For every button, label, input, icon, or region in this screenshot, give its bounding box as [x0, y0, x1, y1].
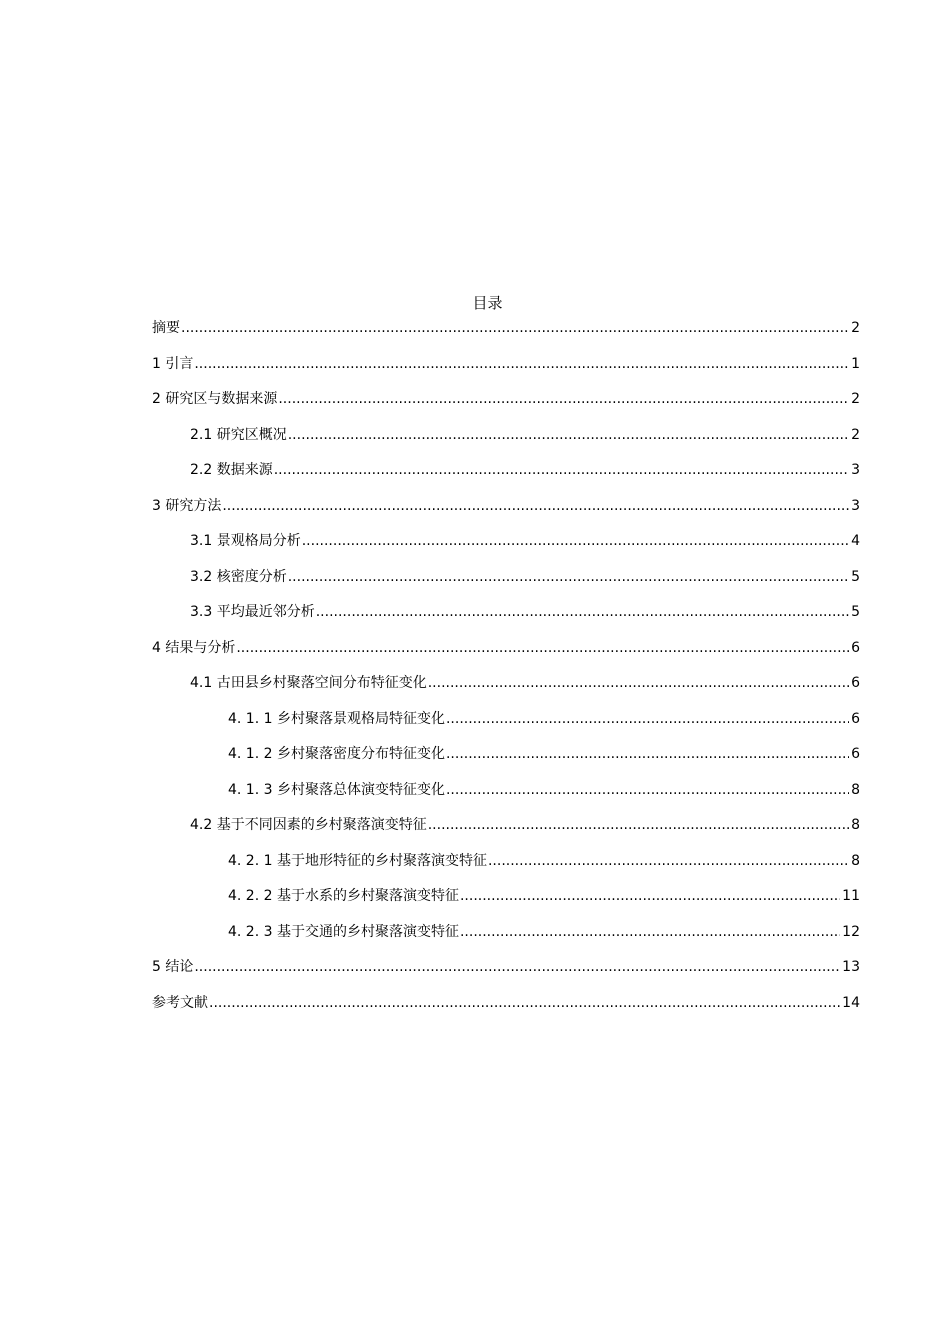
toc-leader-dots [278, 388, 849, 410]
toc-entry-methods[interactable] [152, 495, 860, 517]
toc-entry-4-1-2[interactable] [228, 743, 860, 765]
toc-leader-dots [316, 601, 849, 623]
toc-leader-dots [446, 743, 849, 765]
toc-page-number: 8 [851, 782, 860, 798]
toc-page-number: 5 [851, 604, 860, 620]
toc-leader-dots [488, 850, 849, 872]
toc-entry-references[interactable] [152, 992, 860, 1014]
toc-leader-dots [302, 530, 849, 552]
toc-entry-text: 3.2 核密度分析 [190, 569, 287, 585]
toc-entry-text: 4 结果与分析 [152, 640, 236, 656]
toc-entry-text: 2 研究区与数据来源 [152, 391, 278, 407]
toc-entry-4-2[interactable] [190, 814, 860, 836]
toc-entry-text: 1 引言 [152, 356, 194, 372]
toc-page-number: 14 [842, 995, 860, 1011]
toc-leader-dots [428, 672, 849, 694]
toc-entry-abstract[interactable] [152, 317, 860, 339]
toc-entry-text: 2.1 研究区概况 [190, 427, 287, 443]
toc-leader-dots [288, 424, 849, 446]
toc-page-number: 1 [851, 356, 860, 372]
toc-page-number: 3 [851, 462, 860, 478]
toc-entry-text: 3 研究方法 [152, 498, 222, 514]
toc-leader-dots [209, 992, 840, 1014]
toc-entry-text: 3.3 平均最近邻分析 [190, 604, 315, 620]
toc-page-number: 2 [851, 320, 860, 336]
toc-entry-4-1-1[interactable] [228, 708, 860, 730]
toc-page-number: 4 [851, 533, 860, 549]
toc-page-number: 3 [851, 498, 860, 514]
toc-entry-3-3[interactable] [190, 601, 860, 623]
toc-entry-text: 4. 1. 3 乡村聚落总体演变特征变化 [228, 782, 445, 798]
toc-leader-dots [446, 708, 849, 730]
toc-entry-3-1[interactable] [190, 530, 860, 552]
toc-entry-results[interactable] [152, 637, 860, 659]
toc-entry-3-2[interactable] [190, 566, 860, 588]
toc-page-number: 6 [851, 746, 860, 762]
toc-leader-dots [194, 353, 849, 375]
toc-entry-study-area[interactable] [152, 388, 860, 410]
toc-entry-text: 4. 2. 2 基于水系的乡村聚落演变特征 [228, 888, 459, 904]
toc-page-number: 11 [842, 888, 860, 904]
toc-leader-dots [274, 459, 849, 481]
toc-leader-dots [460, 885, 840, 907]
toc-page-number: 13 [842, 959, 860, 975]
toc-page-number: 6 [851, 711, 860, 727]
toc-page-number: 12 [842, 924, 860, 940]
toc-leader-dots [460, 921, 840, 943]
toc-entry-text: 摘要 [152, 320, 180, 336]
toc-entry-4-1[interactable] [190, 672, 860, 694]
toc-entry-4-2-3[interactable] [228, 921, 860, 943]
toc-leader-dots [288, 566, 849, 588]
toc-entry-text: 4.1 古田县乡村聚落空间分布特征变化 [190, 675, 427, 691]
toc-entry-text: 4. 2. 3 基于交通的乡村聚落演变特征 [228, 924, 459, 940]
toc-page-number: 5 [851, 569, 860, 585]
toc-leader-dots [222, 495, 849, 517]
toc-entry-text: 4. 1. 2 乡村聚落密度分布特征变化 [228, 746, 445, 762]
toc-page-number: 6 [851, 675, 860, 691]
toc-entry-text: 2.2 数据来源 [190, 462, 273, 478]
toc-page-number: 6 [851, 640, 860, 656]
toc-entry-4-2-2[interactable] [228, 885, 860, 907]
toc-leader-dots [194, 956, 840, 978]
toc-page-number: 8 [851, 817, 860, 833]
toc-entry-introduction[interactable] [152, 353, 860, 375]
toc-entry-4-2-1[interactable] [228, 850, 860, 872]
toc-leader-dots [181, 317, 849, 339]
toc-page-number: 8 [851, 853, 860, 869]
toc-entry-text: 3.1 景观格局分析 [190, 533, 301, 549]
toc-entry-text: 4. 2. 1 基于地形特征的乡村聚落演变特征 [228, 853, 487, 869]
toc-entry-2-1[interactable] [190, 424, 860, 446]
toc-page-number: 2 [851, 427, 860, 443]
toc-entry-text: 4. 1. 1 乡村聚落景观格局特征变化 [228, 711, 445, 727]
toc-entry-4-1-3[interactable] [228, 779, 860, 801]
toc-title: 目录 [472, 294, 503, 312]
toc-entry-text: 5 结论 [152, 959, 194, 975]
toc-leader-dots [446, 779, 849, 801]
toc-leader-dots [428, 814, 849, 836]
toc-entry-text: 4.2 基于不同因素的乡村聚落演变特征 [190, 817, 427, 833]
toc-entry-text: 参考文献 [152, 995, 208, 1011]
toc-entry-conclusion[interactable] [152, 956, 860, 978]
toc-leader-dots [236, 637, 849, 659]
toc-page-number: 2 [851, 391, 860, 407]
toc-entry-2-2[interactable] [190, 459, 860, 481]
